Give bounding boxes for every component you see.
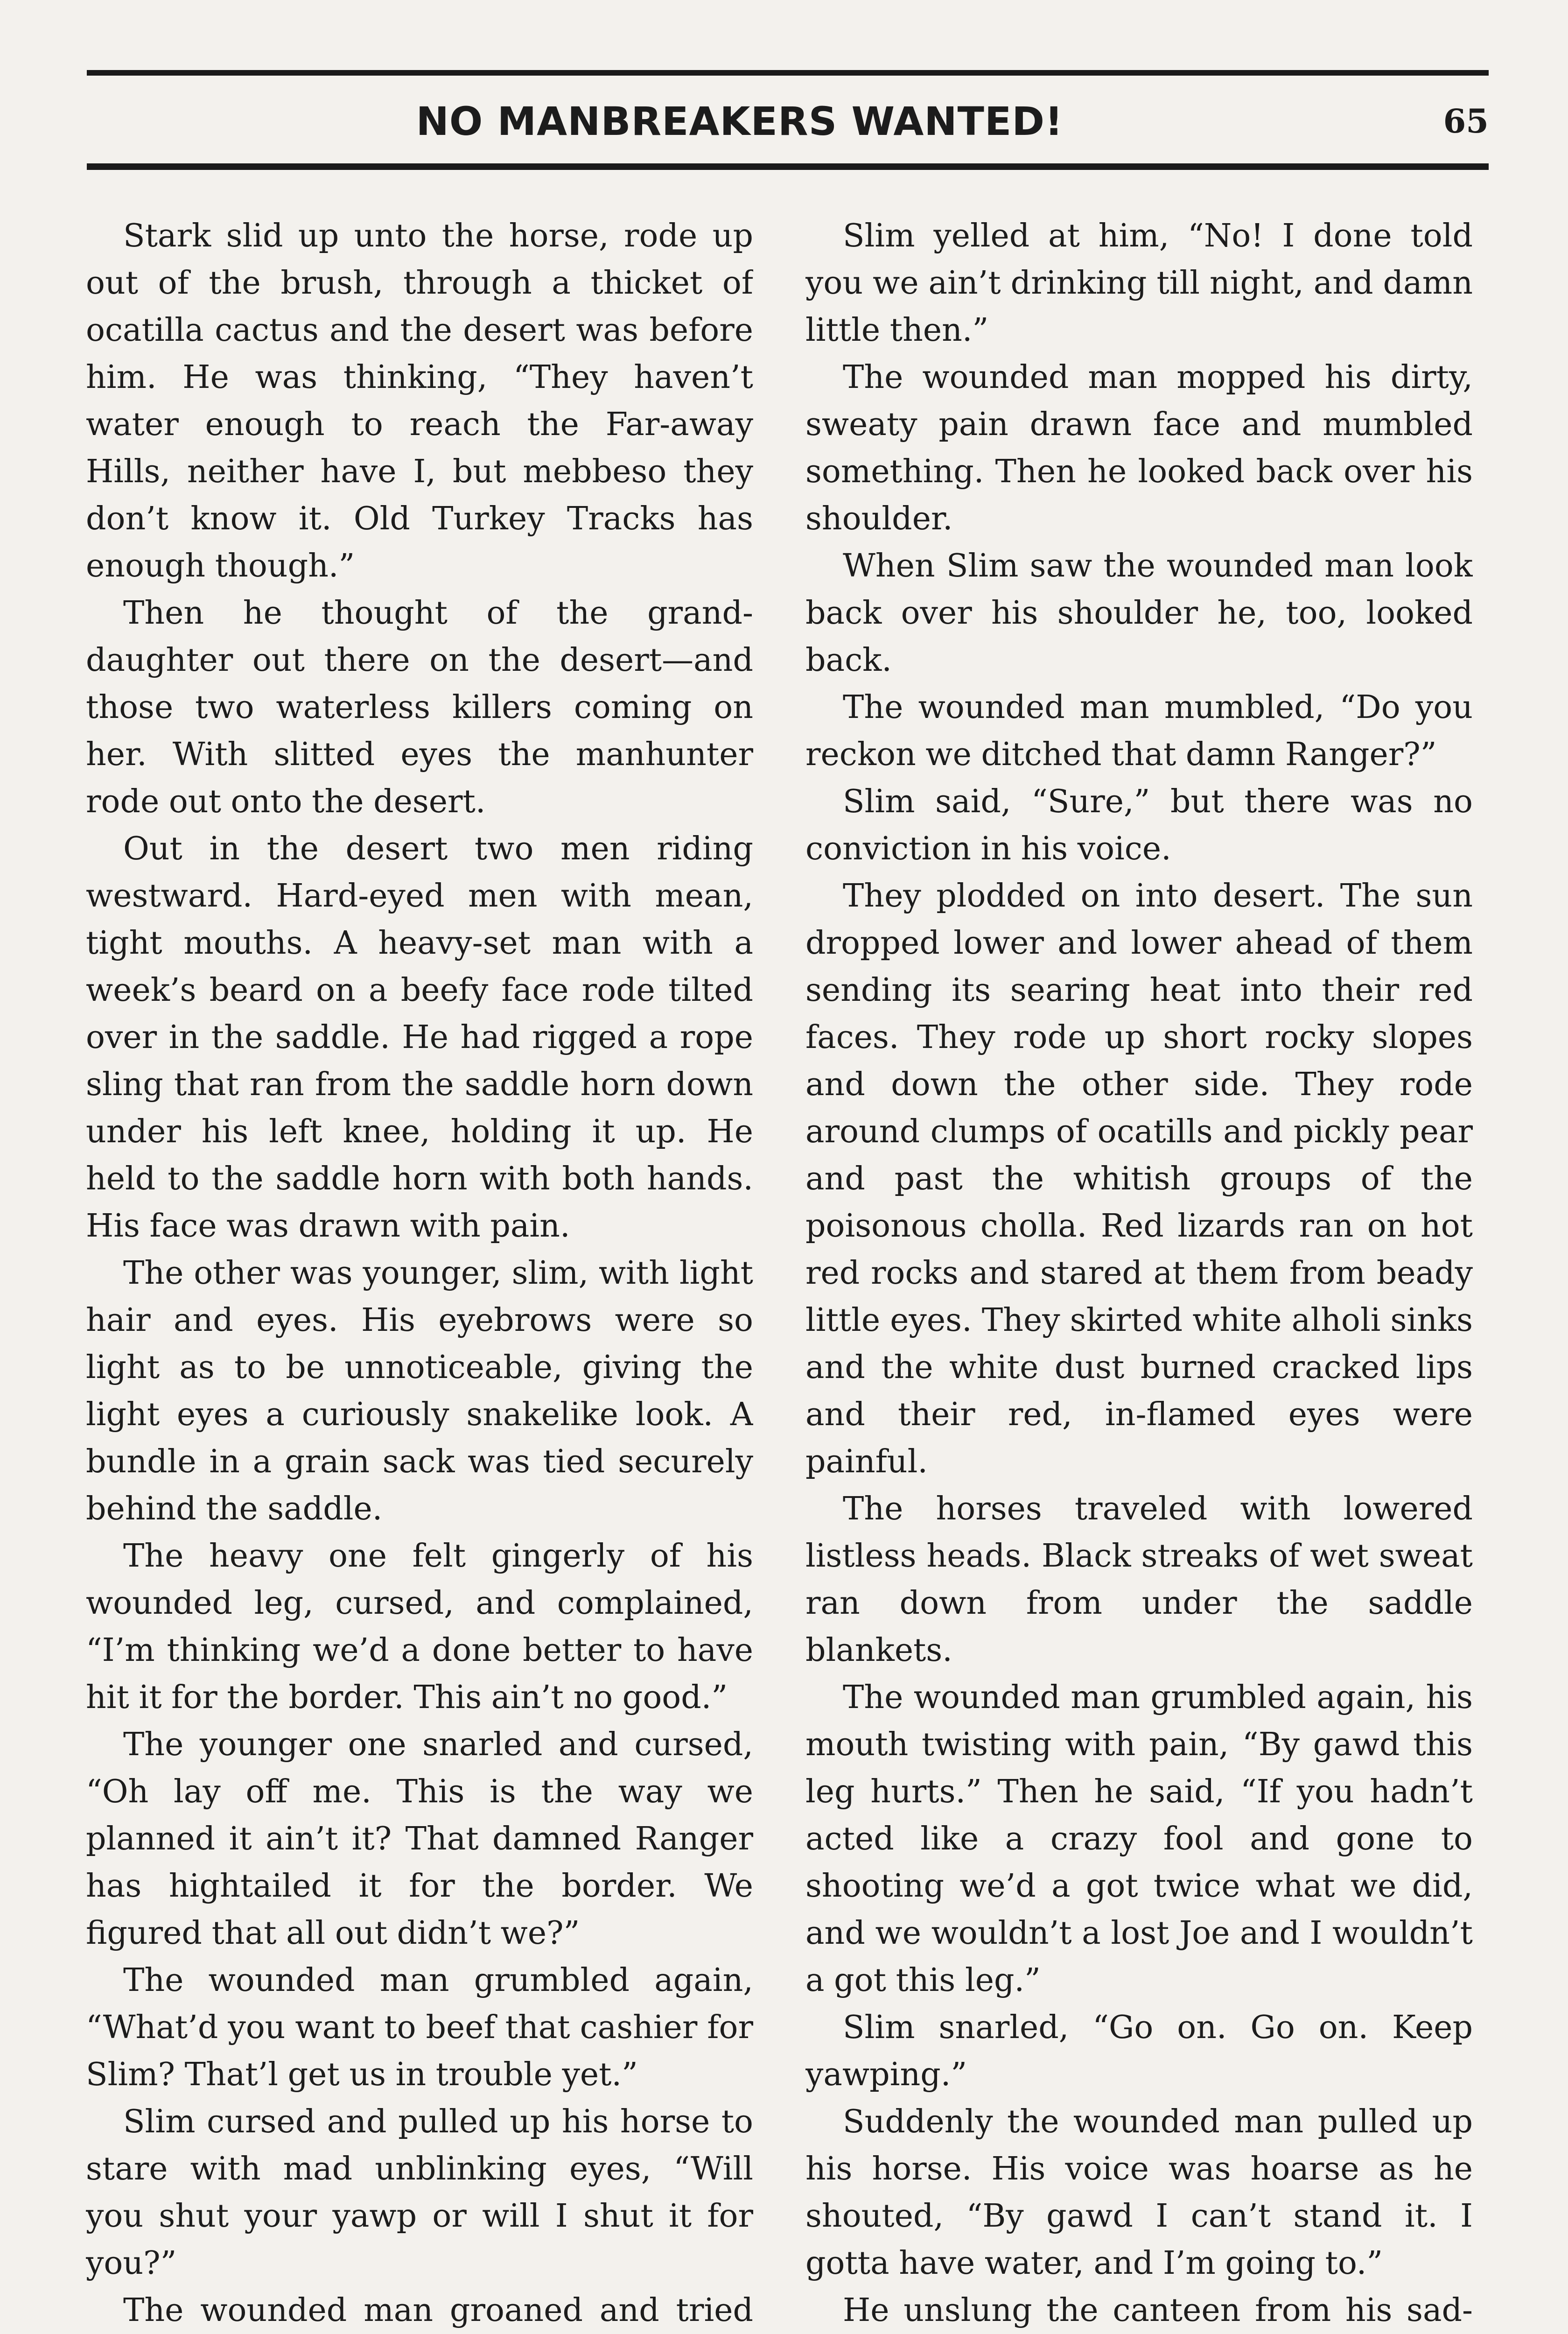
paragraph: Out in the desert two men riding westward. Hard-eyed men with mean, tight mouths. A heavy-set man with a week’s beard on a beefy face rode tilted over in the saddle. He had rigged a rope sling that ran from the saddle horn down under his left knee, holding it up. He held to the saddle horn with both hands. His face was drawn with pain.	[86, 830, 753, 1244]
paragraph: Then he thought of the grand-daughter out there on the desert—and those two waterless killers coming on her. With slitted eyes the manhunter rode out onto the desert.	[86, 595, 753, 820]
paragraph: The wounded man mopped his dirty, sweaty pain drawn face and mumbled something. Then he looked back over his shoulder.	[805, 359, 1473, 537]
text-column-left	[86, 212, 753, 2334]
paragraph: The horses traveled with lowered listless heads. Black streaks of wet sweat ran down from under the saddle blankets.	[805, 1490, 1473, 1669]
paragraph: He unslung the canteen from his sad-	[843, 2292, 1473, 2329]
header-rule-top	[87, 70, 1489, 76]
text-column-right	[805, 212, 1473, 2334]
paragraph: The other was younger, slim, with light hair and eyes. His eyebrows were so light as to be unnoticeable, giving the light eyes a curiously snakelike look. A bundle in a grain sack was tied securely behind the saddle.	[86, 1255, 753, 1527]
paragraph: The heavy one felt gingerly of his wounded leg, cursed, and complained, “I’m thinking we’d a done better to have hit it for the border. This ain’t no good.”	[86, 1538, 753, 1716]
running-title: NO MANBREAKERS WANTED!	[416, 98, 1064, 144]
paragraph: Slim snarled, “Go on. Go on. Keep yawping.”	[805, 2009, 1473, 2093]
header-rule-bottom	[87, 163, 1489, 170]
paragraph: The wounded man mumbled, “Do you reckon we ditched that damn Ranger?”	[805, 689, 1473, 773]
paragraph: Slim said, “Sure,” but there was no conviction in his voice.	[805, 783, 1473, 867]
paragraph: They plodded on into desert. The sun dropped lower and lower ahead of them sending its searing heat into their red faces. They rode up short rocky slopes and down the other side. They rode around clumps of ocatills and pickly pear and past the whitish groups of the poisonous cholla. Red lizards ran on hot red rocks and stared at them from beady little eyes. They skirted white alholi sinks and the white dust burned cracked lips and their red, in-flamed eyes were painful.	[805, 878, 1473, 1480]
paragraph: The wounded man grumbled again, his mouth twisting with pain, “By gawd this leg hurts.” Then he said, “If you hadn’t acted like a crazy fool and gone to shooting we’d a got twice what we did, and we wouldn’t a lost Joe and I wouldn’t a got this leg.”	[805, 1679, 1473, 1999]
paragraph: Slim yelled at him, “No! I done told you we ain’t drinking till night, and damn little then.”	[805, 218, 1473, 349]
paragraph: The wounded man grumbled again, “What’d you want to beef that cashier for Slim? That’l get us in trouble yet.”	[86, 1962, 753, 2093]
paragraph: The younger one snarled and cursed, “Oh lay off me. This is the way we planned it ain’t it? That damned Ranger has hightailed it for the border. We figured that all out didn’t we?”	[86, 1726, 753, 1952]
page-number: 65	[1443, 102, 1489, 141]
paragraph: When Slim saw the wounded man look back over his shoulder he, too, looked back.	[805, 548, 1473, 679]
paragraph: The wounded man groaned and tried	[123, 2292, 753, 2329]
paragraph: Slim cursed and pulled up his horse to stare with mad unblinking eyes, “Will you shut your yawp or will I shut it for you?”	[86, 2103, 753, 2282]
paragraph: Stark slid up unto the horse, rode up out of the brush, through a thicket of ocatilla cactus and the desert was before him. He was thinking, “They haven’t water enough to reach the Far-away Hills, neither have I, but mebbeso they don’t know it. Old Turkey Tracks has enough though.”	[86, 218, 753, 584]
paragraph: Suddenly the wounded man pulled up his horse. His voice was hoarse as he shouted, “By gawd I can’t stand it. I gotta have water, and I’m going to.”	[805, 2103, 1473, 2282]
